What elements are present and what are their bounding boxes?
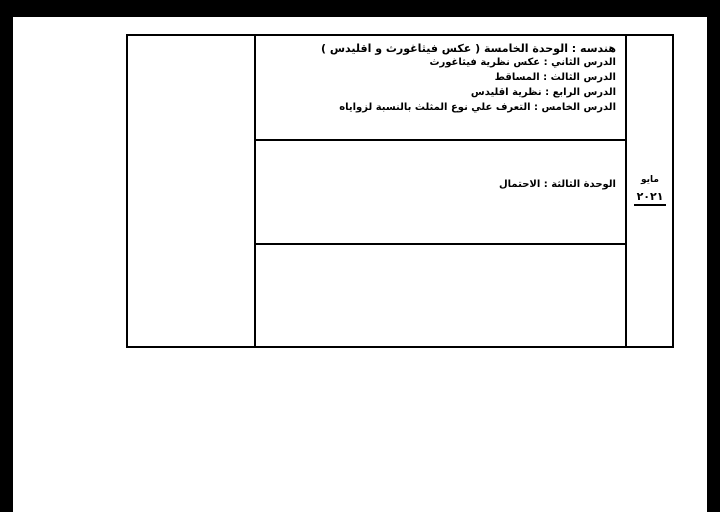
unit5-title: هندسه : الوحدة الخامسة ( عكس فيثاغورث و اقليدس )	[321, 42, 616, 55]
lesson-plan-table	[126, 34, 674, 348]
lesson-item: الدرس الرابع : نظرية اقليدس	[470, 87, 616, 98]
unit3-title: الوحدة الثالثة : الاحتمال	[498, 179, 616, 190]
document-page	[13, 17, 707, 512]
lesson-item: الدرس الثاني : عكس نظرية فيثاغورث	[429, 57, 616, 68]
year-label: ٢٠٢١	[634, 190, 666, 206]
table-divider	[255, 243, 626, 245]
table-divider	[254, 36, 256, 346]
table-divider	[255, 139, 626, 141]
lesson-item: الدرس الخامس : التعرف علي نوع المثلث بالنسبة لزواياه	[339, 102, 616, 113]
unit5-cell	[321, 42, 616, 115]
date-cell	[626, 36, 674, 346]
month-label: مايو	[641, 175, 659, 185]
lesson-item: الدرس الثالث : المساقط	[494, 72, 616, 83]
